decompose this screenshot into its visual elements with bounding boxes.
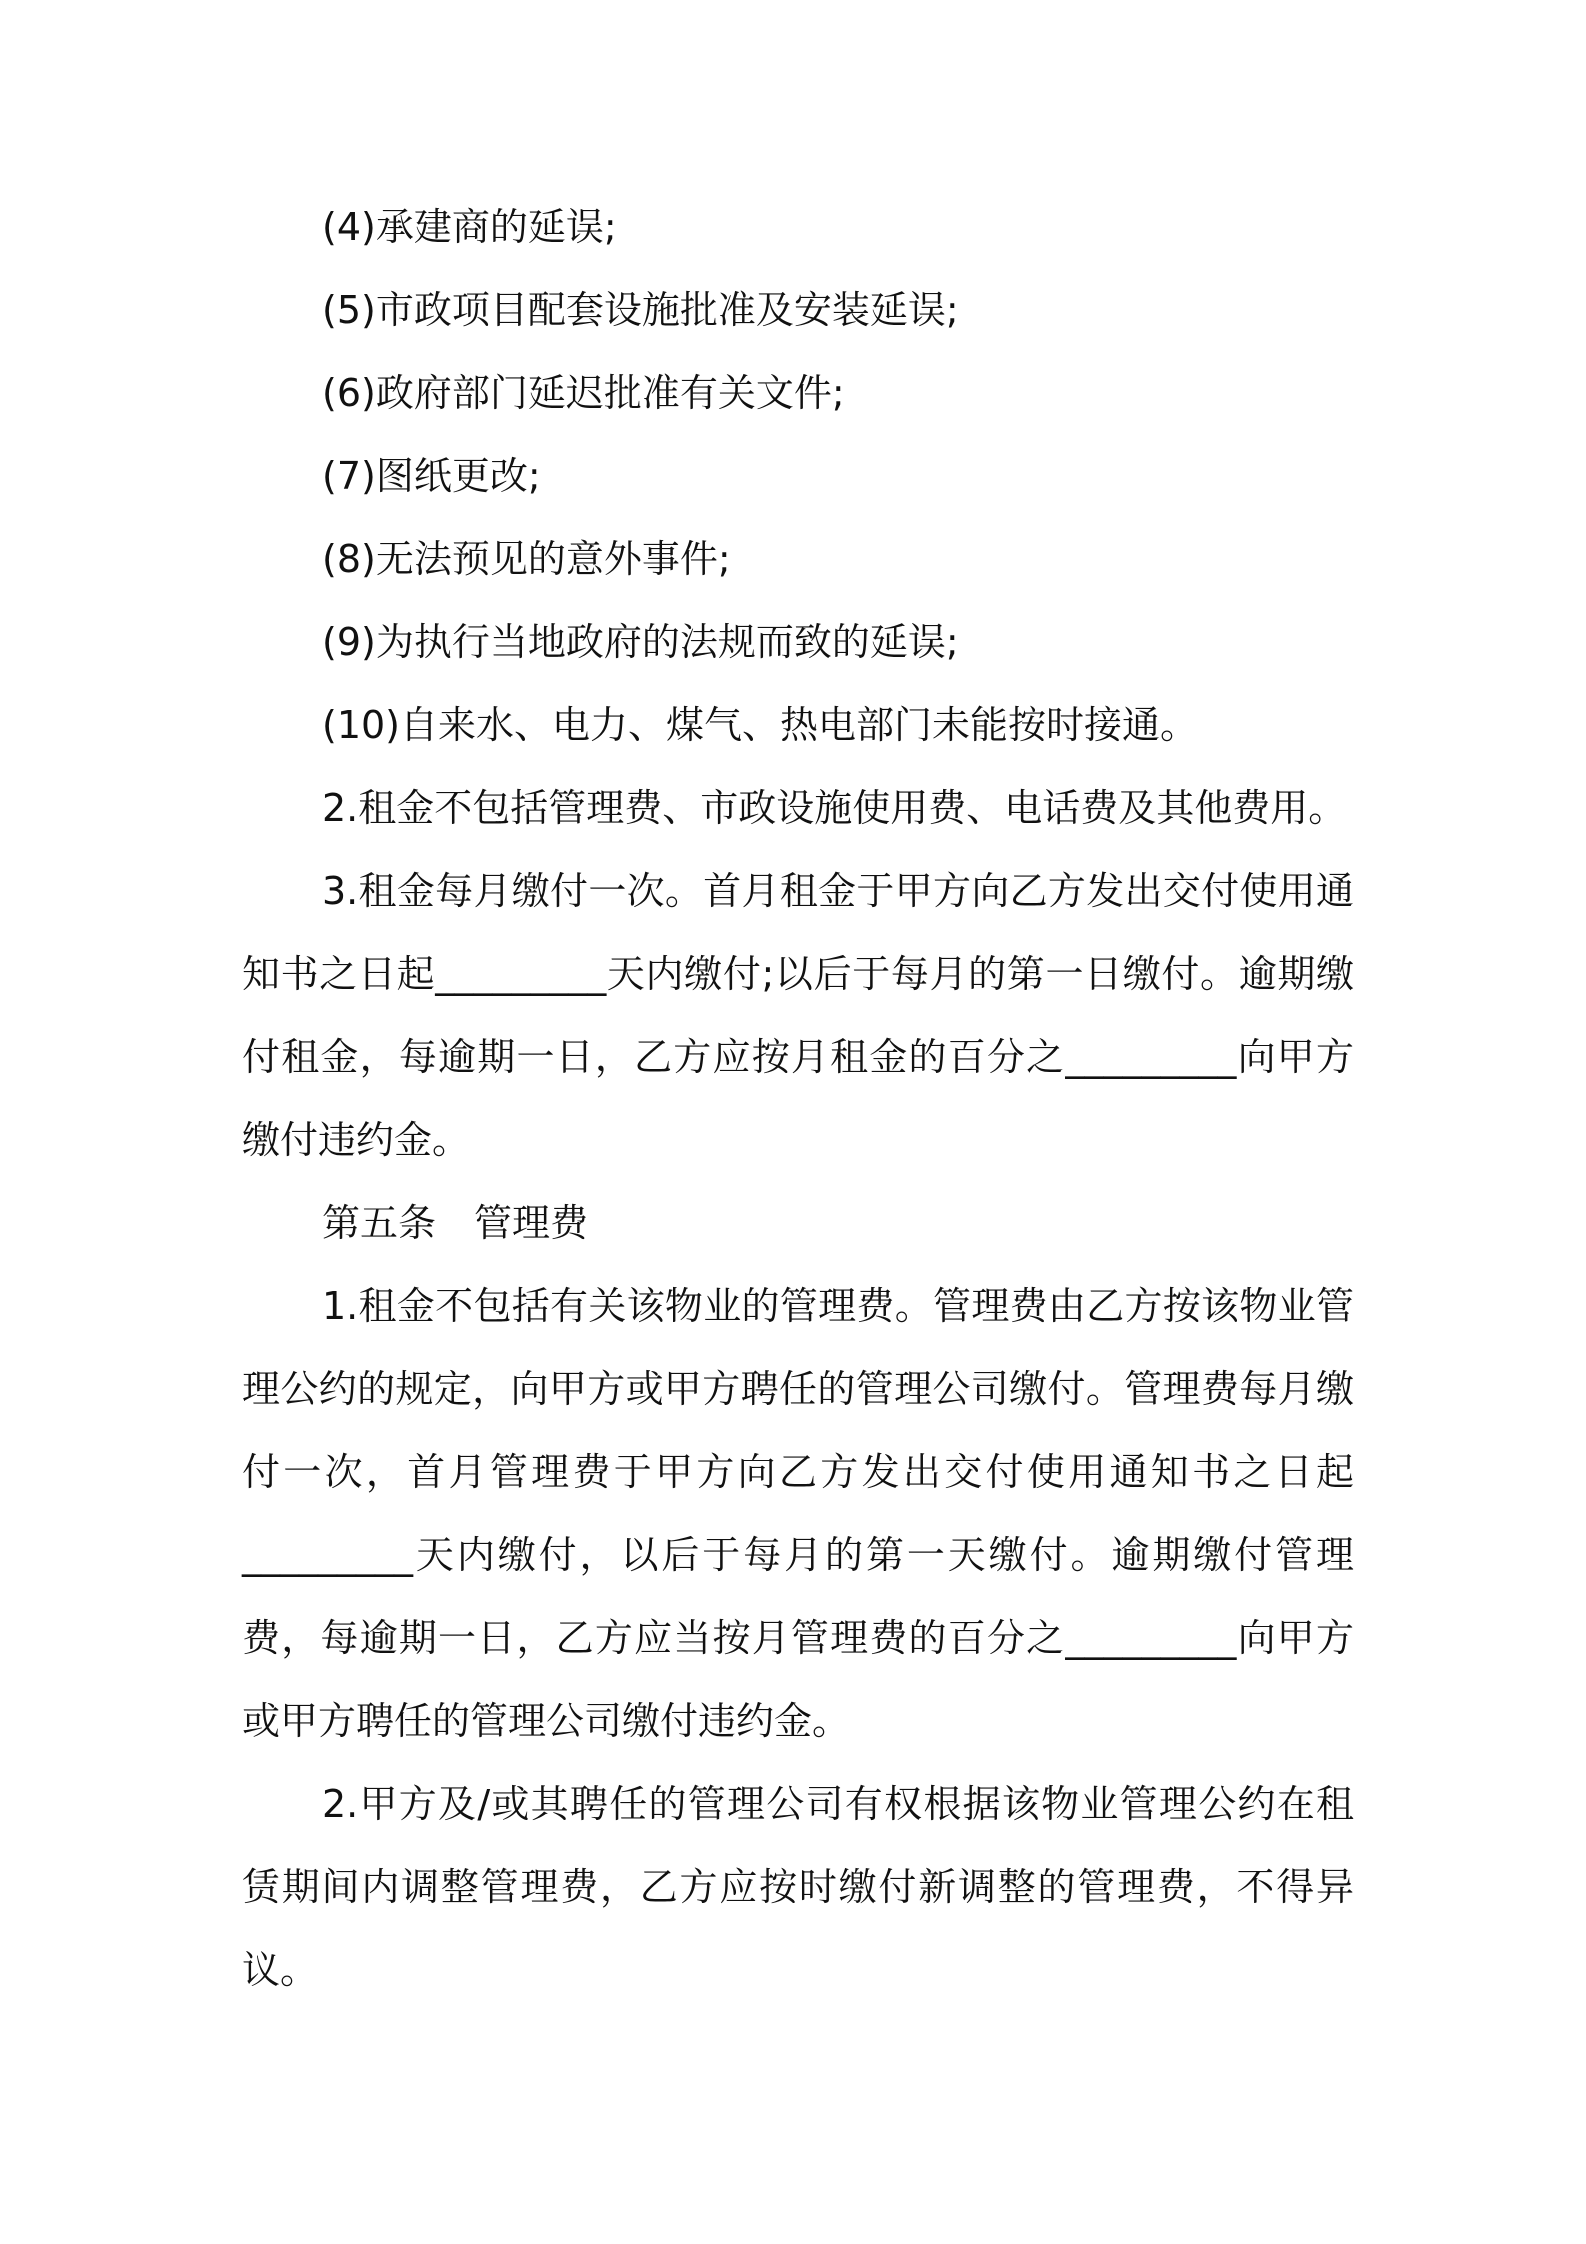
list-item: (8)无法预见的意外事件; [322,537,731,581]
article-5-heading: 第五条 管理费 [322,1201,589,1245]
article-5-clause-1: 1.租金不包括有关该物业的管理费。管理费由乙方按该物业管理公约的规定，向甲方或甲方聘任的管理公司缴付。管理费每月缴付一次，首月管理费于甲方向乙方发出交付使用通知书之日起_________天内缴付，以后于每月的第一天缴付。逾期缴付管理费，每逾期一日，乙方应当按月管理费的百分之_________向甲方或甲方聘任的管理公司缴付违约金。 [242,1284,1354,1743]
rent-clause-2: 2.租金不包括管理费、市政设施使用费、电话费及其他费用。 [322,786,1347,830]
list-item: (5)市政项目配套设施批准及安装延误; [322,288,959,332]
rent-clause-3: 3.租金每月缴付一次。首月租金于甲方向乙方发出交付使用通知书之日起_________天内缴付;以后于每月的第一日缴付。逾期缴付租金，每逾期一日，乙方应按月租金的百分之_________向甲方缴付违约金。 [242,869,1354,1162]
document-body [242,186,1354,2012]
list-item: (9)为执行当地政府的法规而致的延误; [322,620,959,664]
list-item: (10)自来水、电力、煤气、热电部门未能按时接通。 [322,703,1199,747]
article-5-clause-2: 2.甲方及/或其聘任的管理公司有权根据该物业管理公约在租赁期间内调整管理费，乙方应按时缴付新调整的管理费，不得异议。 [242,1782,1354,1992]
list-item: (6)政府部门延迟批准有关文件; [322,371,845,415]
list-item: (7)图纸更改; [322,454,541,498]
list-item: (4)承建商的延误; [322,205,617,249]
